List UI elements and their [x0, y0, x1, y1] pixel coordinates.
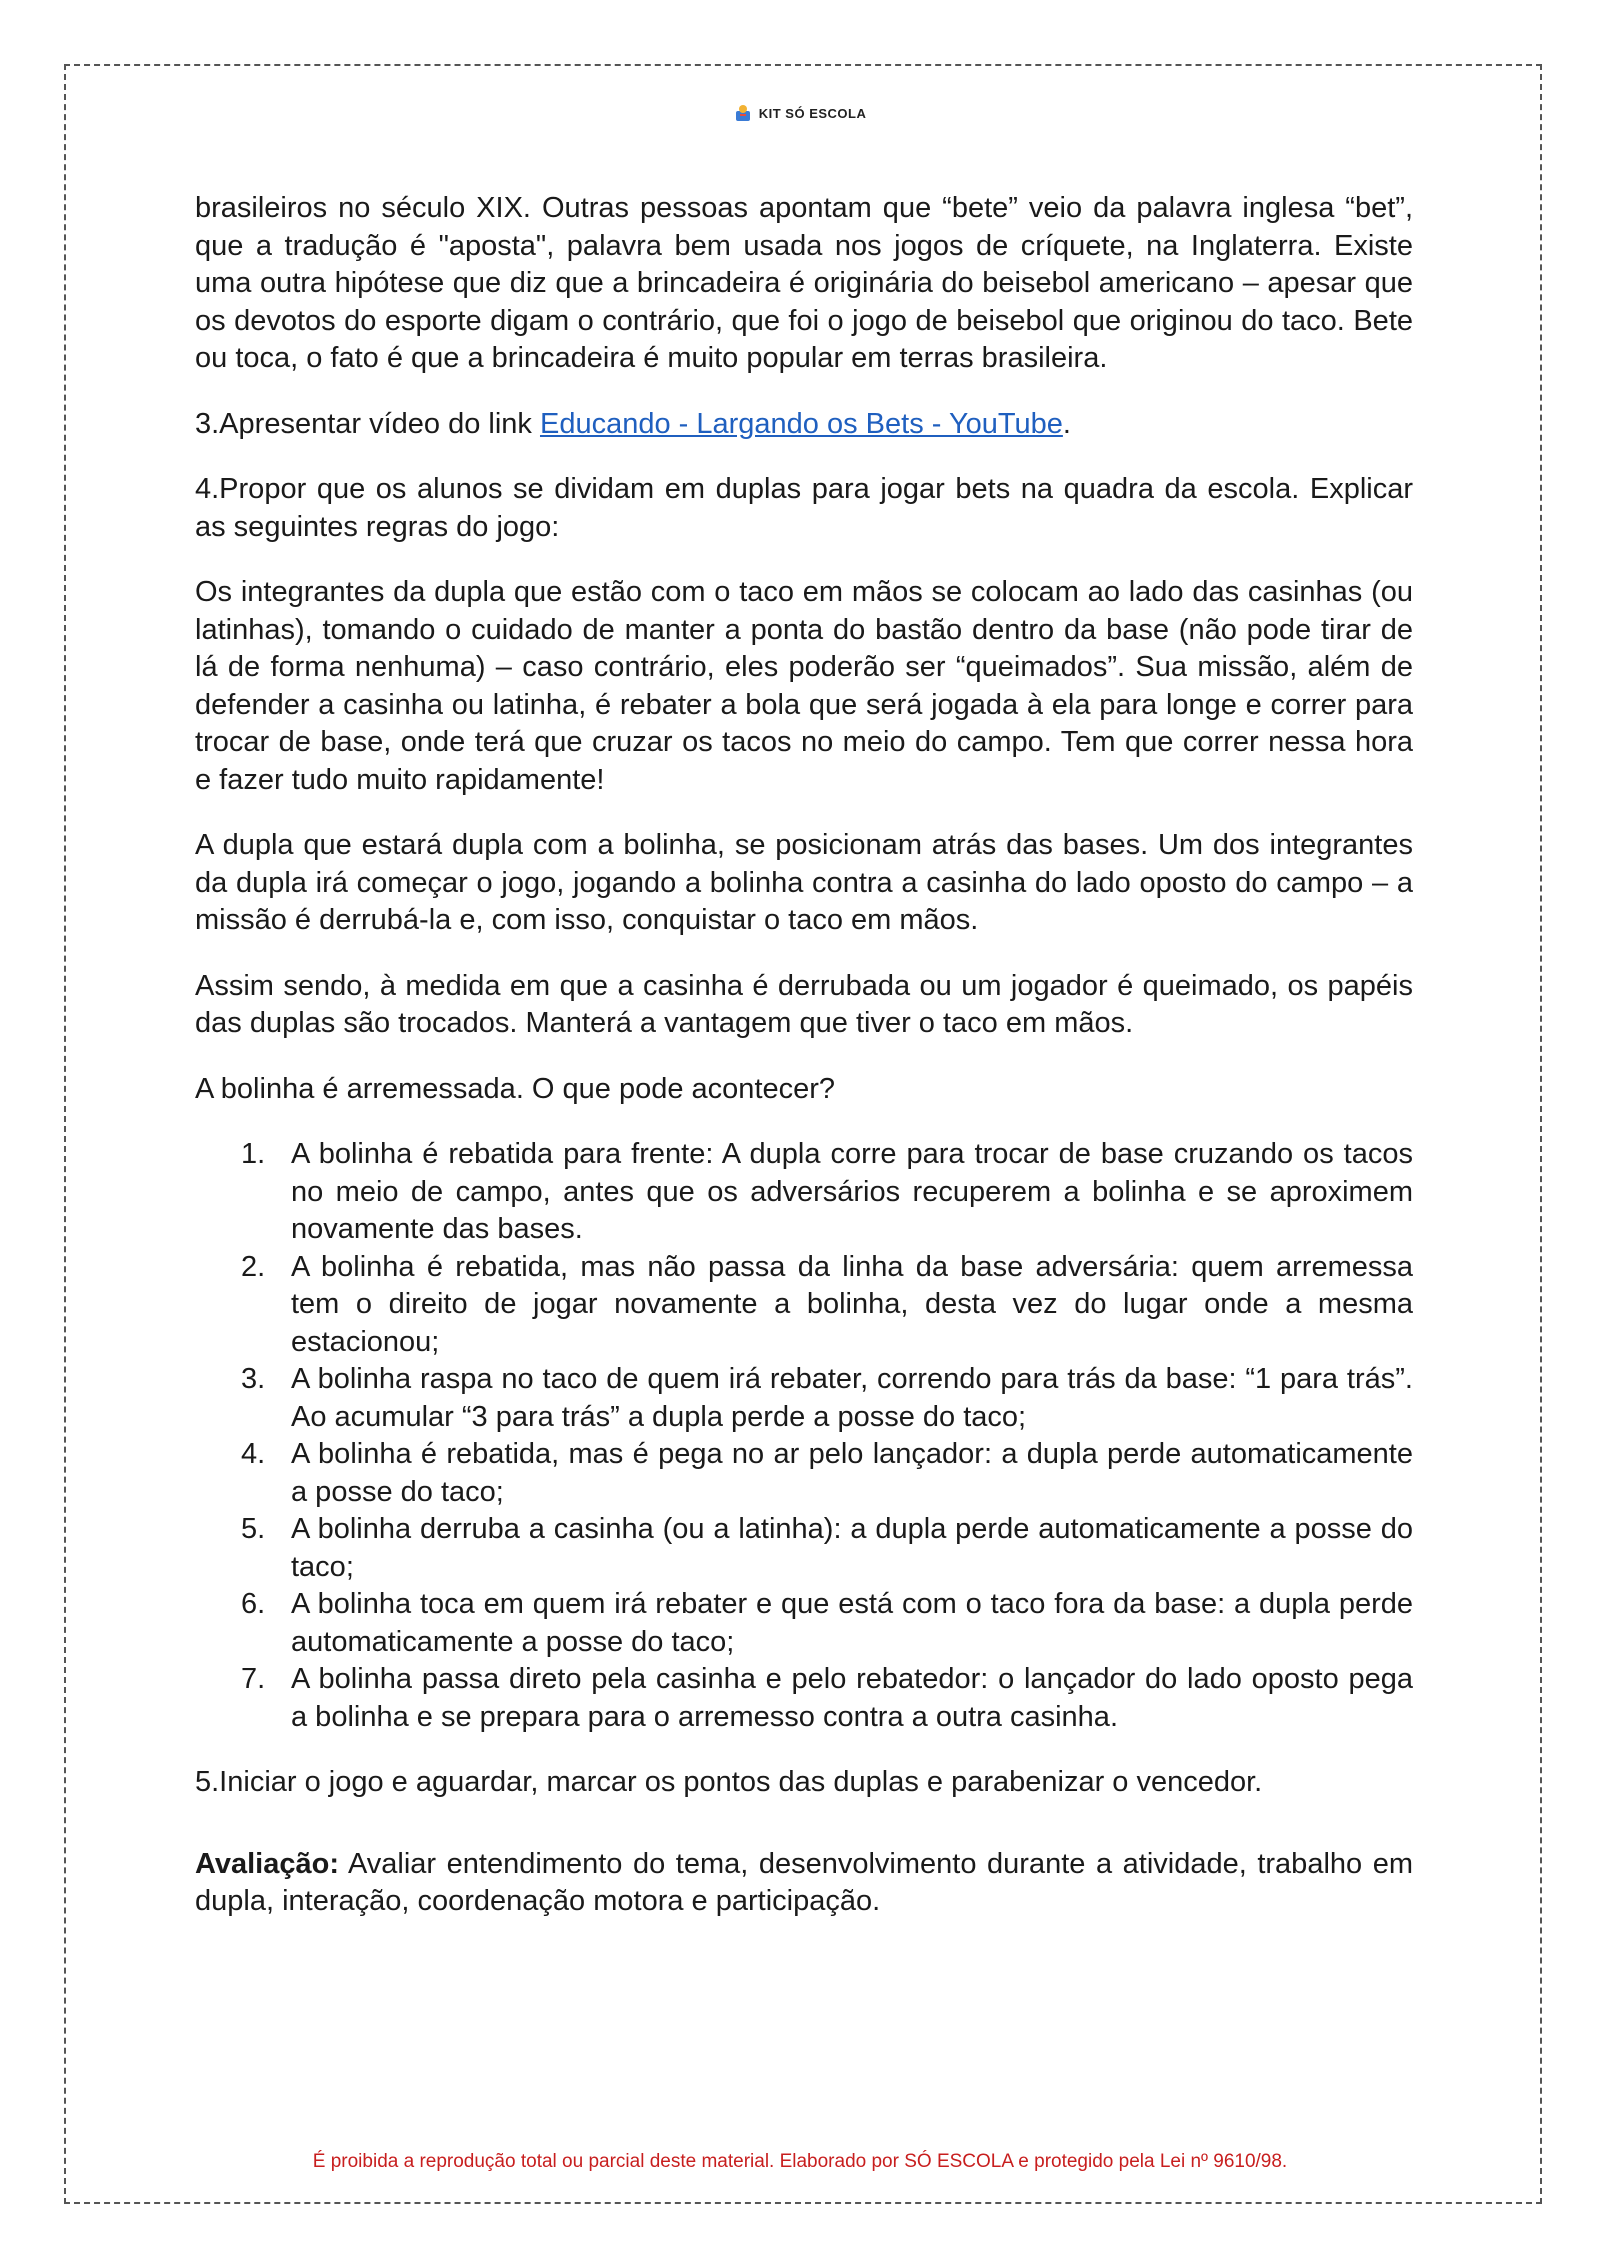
step-5: 5.Iniciar o jogo e aguardar, marcar os pontos das duplas e parabenizar o vencedor.: [195, 1766, 1263, 1798]
evaluation-label: Avaliação:: [195, 1847, 339, 1880]
list-item: [195, 1249, 1413, 1362]
list-number: 5.: [241, 1513, 266, 1545]
page-header: [0, 104, 1600, 125]
list-number: 6.: [241, 1588, 266, 1620]
list-text: A bolinha derruba a casinha (ou a latinha): a dupla perde automaticamente a posse do taco;: [291, 1513, 1413, 1583]
list-number: 7.: [241, 1663, 266, 1695]
list-item: [195, 1436, 1413, 1511]
list-number: 4.: [241, 1438, 266, 1470]
document-body: [195, 190, 1413, 1949]
question-paragraph: A bolinha é arremessada. O que pode acontecer?: [195, 1072, 836, 1105]
list-item: [195, 1661, 1413, 1736]
list-item: [195, 1586, 1413, 1661]
youtube-link[interactable]: Educando - Largando os Bets - YouTube: [539, 407, 1063, 440]
evaluation-paragraph: [195, 1846, 1413, 1921]
intro-paragraph: brasileiros no século XIX. Outras pessoas apontam que “bete” veio da palavra inglesa “bet”, que a tradução é "aposta", palavra bem usada nos jogos de críquete, na Inglaterra. Existe uma outra hipótese que diz que a brincadeira é originária do beisebol americano – apesar que os devotos do esporte digam o contrário, que foi o jogo de beisebol que originou do taco. Bete ou toca, o fato é que a brincadeira é muito popular em terras brasileira.: [195, 192, 1413, 374]
list-item: [195, 1361, 1413, 1436]
evaluation-text: Avaliar entendimento do tema, desenvolvimento durante a atividade, trabalho em dupla, interação, coordenação motora e participação.: [195, 1847, 1413, 1917]
step-4: 4.Propor que os alunos se dividam em duplas para jogar bets na quadra da escola. Explicar as seguintes regras do jogo:: [195, 473, 1413, 543]
list-item: [195, 1136, 1413, 1249]
list-number: 2.: [241, 1250, 266, 1283]
step-3-suffix: .: [1062, 407, 1071, 440]
list-text: A bolinha toca em quem irá rebater e que está com o taco fora da base: a dupla perde automaticamente a posse do taco;: [291, 1588, 1413, 1658]
list-text: A bolinha é rebatida, mas é pega no ar pelo lançador: a dupla perde automaticamente a posse do taco;: [291, 1438, 1413, 1508]
rules-paragraph-2: A dupla que estará dupla com a bolinha, se posicionam atrás das bases. Um dos integrantes da dupla irá começar o jogo, jogando a bolinha contra a casinha do lado oposto do campo – a missão é derrubá-la e, com isso, conquistar o taco em mãos.: [195, 829, 1413, 936]
brand-name: KIT SÓ ESCOLA: [758, 105, 867, 121]
step-3: [195, 406, 1413, 444]
list-text: A bolinha raspa no taco de quem irá rebater, correndo para trás da base: “1 para trás”. Ao acumular “3 para trás” a dupla perde a posse do taco;: [291, 1363, 1413, 1433]
logo-icon: [734, 104, 752, 125]
list-number: 1.: [241, 1138, 266, 1170]
list-text: A bolinha passa direto pela casinha e pelo rebatedor: o lançador do lado oposto pega a bolinha e se prepara para o arremesso contra a outra casinha.: [291, 1663, 1413, 1733]
rules-paragraph-3: Assim sendo, à medida em que a casinha é derrubada ou um jogador é queimado, os papéis das duplas são trocados. Manterá a vantagem que tiver o taco em mãos.: [195, 969, 1413, 1039]
copyright-footer: É proibida a reprodução total ou parcial deste material. Elaborado por SÓ ESCOLA e protegido pela Lei nº 9610/98.: [312, 2151, 1288, 2172]
list-item: [195, 1511, 1413, 1586]
list-text: A bolinha é rebatida para frente: A dupla corre para trocar de base cruzando os tacos no meio de campo, antes que os adversários recuperem a bolinha e se aproximem novamente das bases.: [291, 1138, 1413, 1245]
step-3-text: 3.Apresentar vídeo do link: [195, 407, 540, 440]
rules-paragraph-1: Os integrantes da dupla que estão com o taco em mãos se colocam ao lado das casinhas (ou latinhas), tomando o cuidado de manter a ponta do bastão dentro da base (não pode tirar de lá de forma nenhuma) – caso contrário, eles poderão ser “queimados”. Sua missão, além de defender a casinha ou latinha, é rebater a bola que será jogada à ela para longe e correr para trocar de base, onde terá que cruzar os tacos no meio do campo. Tem que correr nessa hora e fazer tudo muito rapidamente!: [195, 576, 1413, 796]
spacer: [195, 1830, 1413, 1846]
rules-list: [195, 1136, 1413, 1736]
list-text: A bolinha é rebatida, mas não passa da linha da base adversária: quem arremessa tem o direito de jogar novamente a bolinha, desta vez do lugar onde a mesma estacionou;: [291, 1250, 1413, 1358]
list-number: 3.: [241, 1363, 266, 1395]
